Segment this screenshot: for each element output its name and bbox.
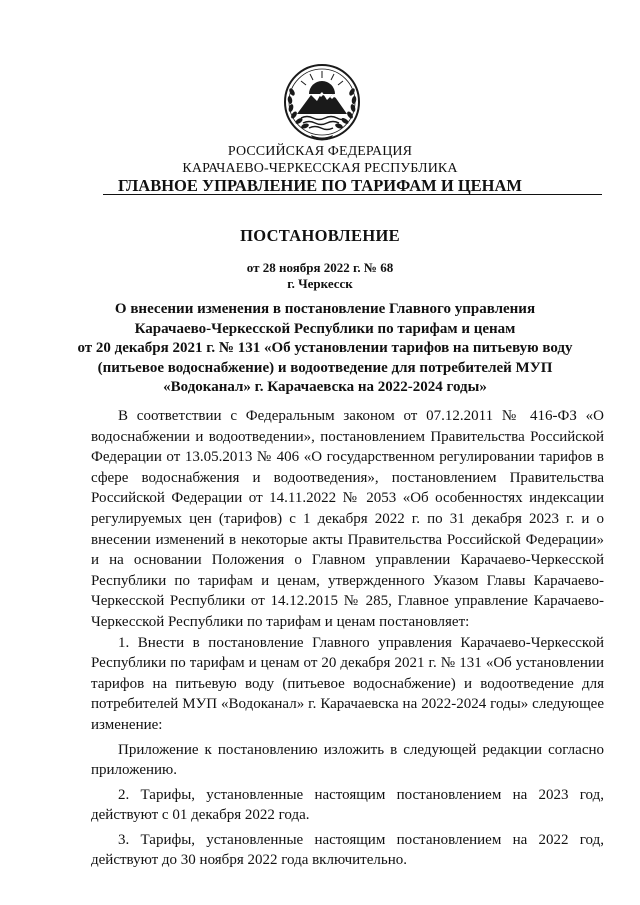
document-date-number: от 28 ноября 2022 г. № 68 [246,260,394,275]
header-republic: КАРАЧАЕВО-ЧЕРКЕССКАЯ РЕСПУБЛИКА [182,161,458,176]
header-country: РОССИЙСКАЯ ФЕДЕРАЦИЯ [227,144,413,159]
document-title-line: (питьевое водоснабжение) и водоотведение для потребителей МУП [97,359,553,376]
document-title-line: от 20 декабря 2021 г. № 131 «Об установлении тарифов на питьевую воду [77,340,573,356]
body-paragraph-item-3: 3. Тарифы, установленные настоящим постановлением на 2022 год, действуют до 30 ноября 2022 года включительно. [91,831,604,869]
document-type: ПОСТАНОВЛЕНИЕ [240,226,400,245]
document-body [91,406,604,871]
header-agency: ГЛАВНОЕ УПРАВЛЕНИЕ ПО ТАРИФАМ И ЦЕНАМ [117,176,522,195]
body-paragraph-annex: Приложение к постановлению изложить в следующей редакции согласно приложению. [91,741,604,779]
document-city: г. Черкесск [287,276,353,291]
body-paragraph-preamble: В соответствии с Федеральным законом от 07.12.2011 № 416-ФЗ «О водоснабжении и водоотведении», постановлением Правительства Российской Федерации от 13.05.2013 № 406 «О государственном регулировании тарифов в сфере водоснабжения и водоотведения», постановлением Правительства Российской Федерации от 14.11.2022 № 2053 «Об особенностях индексации регулируемых цен (тарифов) с 1 декабря 2022 г. по 31 декабря 2023 г. и о внесении изменений в некоторые акты Правительства Российской Федерации» и на основании Положения о Главном управлении Карачаево-Черкесской Республики по тарифам и ценам, утвержденного Указом Главы Карачаево-Черкесской Республики от 14.12.2015 № 285, Главное управление Карачаево-Черкесской Республики по тарифам и ценам постановляет: [91,408,604,630]
body-paragraph-item-2: 2. Тарифы, установленные настоящим постановлением на 2023 год, действуют с 01 декабря 2022 года. [91,786,604,824]
body-paragraph-item-1: 1. Внести в постановление Главного управления Карачаево-Черкесской Республики по тарифам и ценам от 20 декабря 2021 г. № 131 «Об установлении тарифов на питьевую воду (питьевое водоснабжение) и водоотведение для потребителей МУП «Водоканал» г. Карачаевска на 2022-2024 годы» следующее изменение: [91,634,604,733]
coat-of-arms-icon [283,62,361,142]
document-title-line: О внесении изменения в постановление Главного управления [114,301,536,317]
document-title [60,300,590,398]
document-title-line: «Водоканал» г. Карачаевска на 2022-2024 годы» [163,379,487,395]
document-title-line: Карачаево-Черкесской Республики по тарифам и ценам [134,320,516,337]
header-divider [103,194,602,195]
